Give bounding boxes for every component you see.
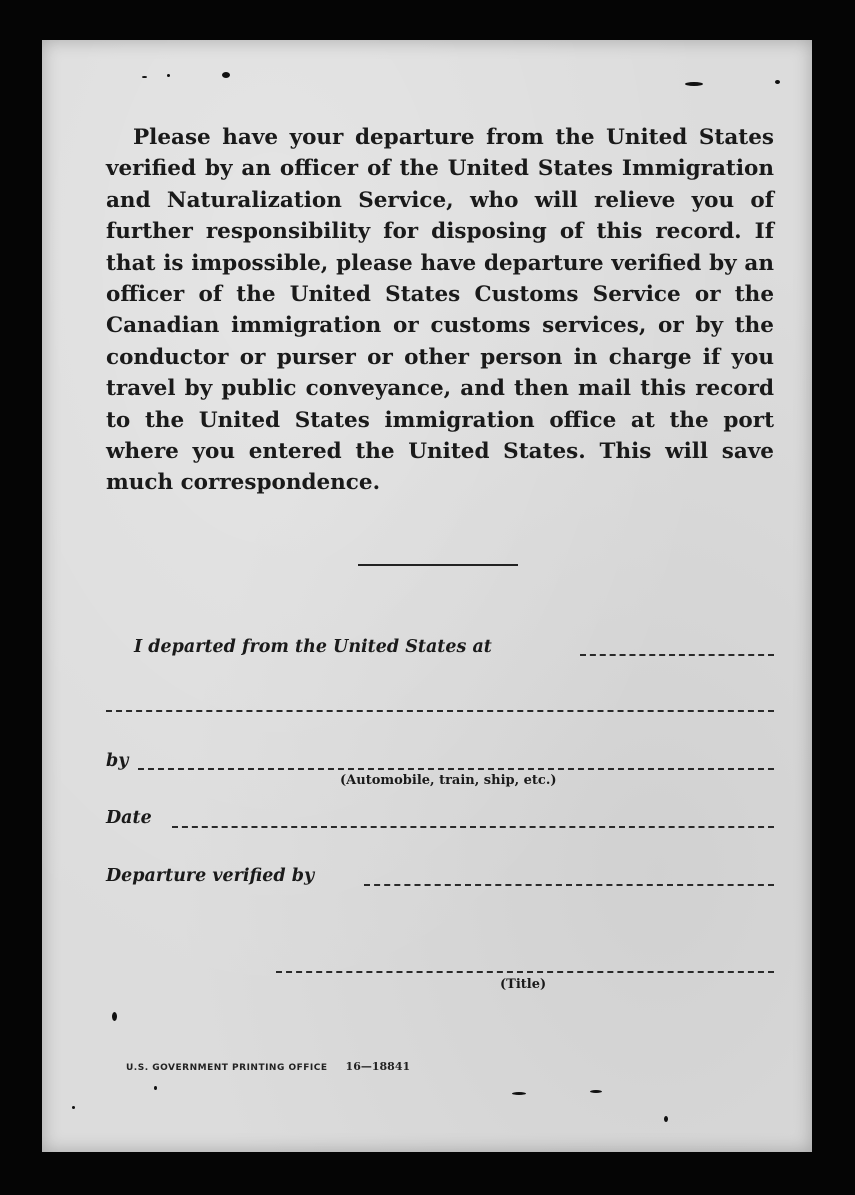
scan-speck (72, 1106, 75, 1109)
departed-label: I departed from the United States at (134, 637, 492, 657)
scan-speck (142, 76, 147, 78)
scan-speck (685, 82, 703, 86)
scan-speck (664, 1116, 668, 1122)
document-page (42, 40, 812, 1152)
scan-speck (590, 1090, 602, 1093)
scan-speck (222, 72, 230, 78)
section-divider (358, 564, 518, 566)
title-line[interactable] (276, 971, 774, 973)
scan-speck (775, 80, 780, 84)
by-label: by (106, 751, 129, 771)
conveyance-line[interactable] (138, 768, 774, 770)
scan-speck (112, 1012, 117, 1021)
conveyance-caption: (Automobile, train, ship, etc.) (340, 773, 557, 788)
verified-by-line[interactable] (364, 884, 774, 886)
title-caption: (Title) (500, 977, 547, 992)
form-number: 16—18841 (345, 1060, 411, 1073)
printer-footer (126, 1060, 410, 1073)
scan-speck (154, 1086, 157, 1090)
printer-name: U.S. GOVERNMENT PRINTING OFFICE (126, 1063, 328, 1073)
departed-location-line[interactable] (580, 654, 774, 656)
scan-speck (167, 74, 170, 77)
date-label: Date (106, 808, 152, 828)
scan-speck (512, 1092, 526, 1095)
departed-location-line-2[interactable] (106, 710, 774, 712)
instructions-paragraph: Please have your departure from the United States verified by an officer of the United States Immigration and Naturalization Service, who will relieve you of further responsibility for disposing of this record. If that is impossible, please have departure verified by an officer of the United States Customs Service or the Canadian immigration or customs services, or by the conductor or purser or other person in charge if you travel by public conveyance, and then mail this record to the United States immigration office at the port where you entered the United States. This will save much correspondence. (106, 125, 774, 496)
date-line[interactable] (172, 826, 774, 828)
verified-label: Departure verified by (106, 866, 315, 886)
